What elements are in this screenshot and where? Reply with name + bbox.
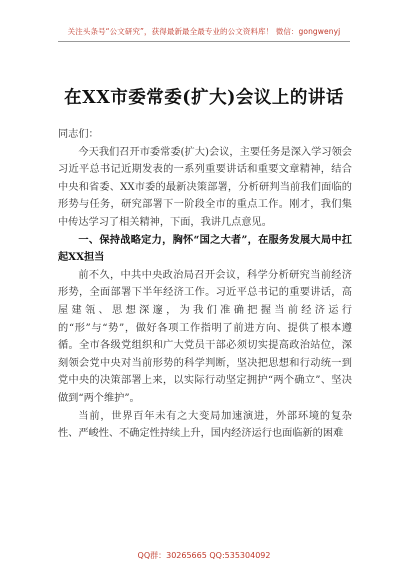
header-promo-text: 关注头条号“公文研究”，获得最新最全最专业的公文资料库！ 微信：gongwenyj [67, 27, 341, 36]
body-paragraph: 当前，世界百年未有之大变局加速演进，外部环境的复杂性、严峻性、不确定性持续上升，国内经济运行也面临新的困难 [58, 410, 352, 440]
section-heading: 一、保持战略定力，胸怀“国之大者”，在服务发展大局中扛起XX担当 [58, 233, 352, 264]
header-divider [58, 41, 350, 42]
salutation: 同志们： [58, 129, 99, 140]
footer-contact-text: QQ群：30265665 QQ:535304092 [137, 551, 271, 560]
document-title: 在XX市委常委(扩大)会议上的讲话 [64, 88, 344, 108]
body-paragraph: 前不久，中共中央政治局召开会议，科学分析研究当前经济形势，全面部署下半年经济工作。习近平总书记的重要讲话，高屋建瓴、思想深邃，为我们准确把握当前经济运行的“形”与“势”，做好各项工作指明了前进方向、提供了根本遵循。全市各级党组织和广大党员干部必须切实提高政治站位，深刻领会党中央对当前形势的科学判断，坚决把思想和行动统一到党中央的决策部署上来，以实际行动坚定拥护“两个确立”、坚决做到“两个维护”。 [58, 269, 352, 404]
body-paragraph: 今天我们召开市委常委(扩大)会议，主要任务是深入学习领会习近平总书记近期发表的一系列重要讲话和重要文章精神，结合中央和省委、XX市委的最新决策部署，分析研判当前我们面临的形势与任务，研究部署下一阶段全市的重点工作。刚才，我们集中传达学习了相关精神，下面，我讲几点意见。 [58, 146, 352, 228]
document-body [58, 126, 352, 443]
